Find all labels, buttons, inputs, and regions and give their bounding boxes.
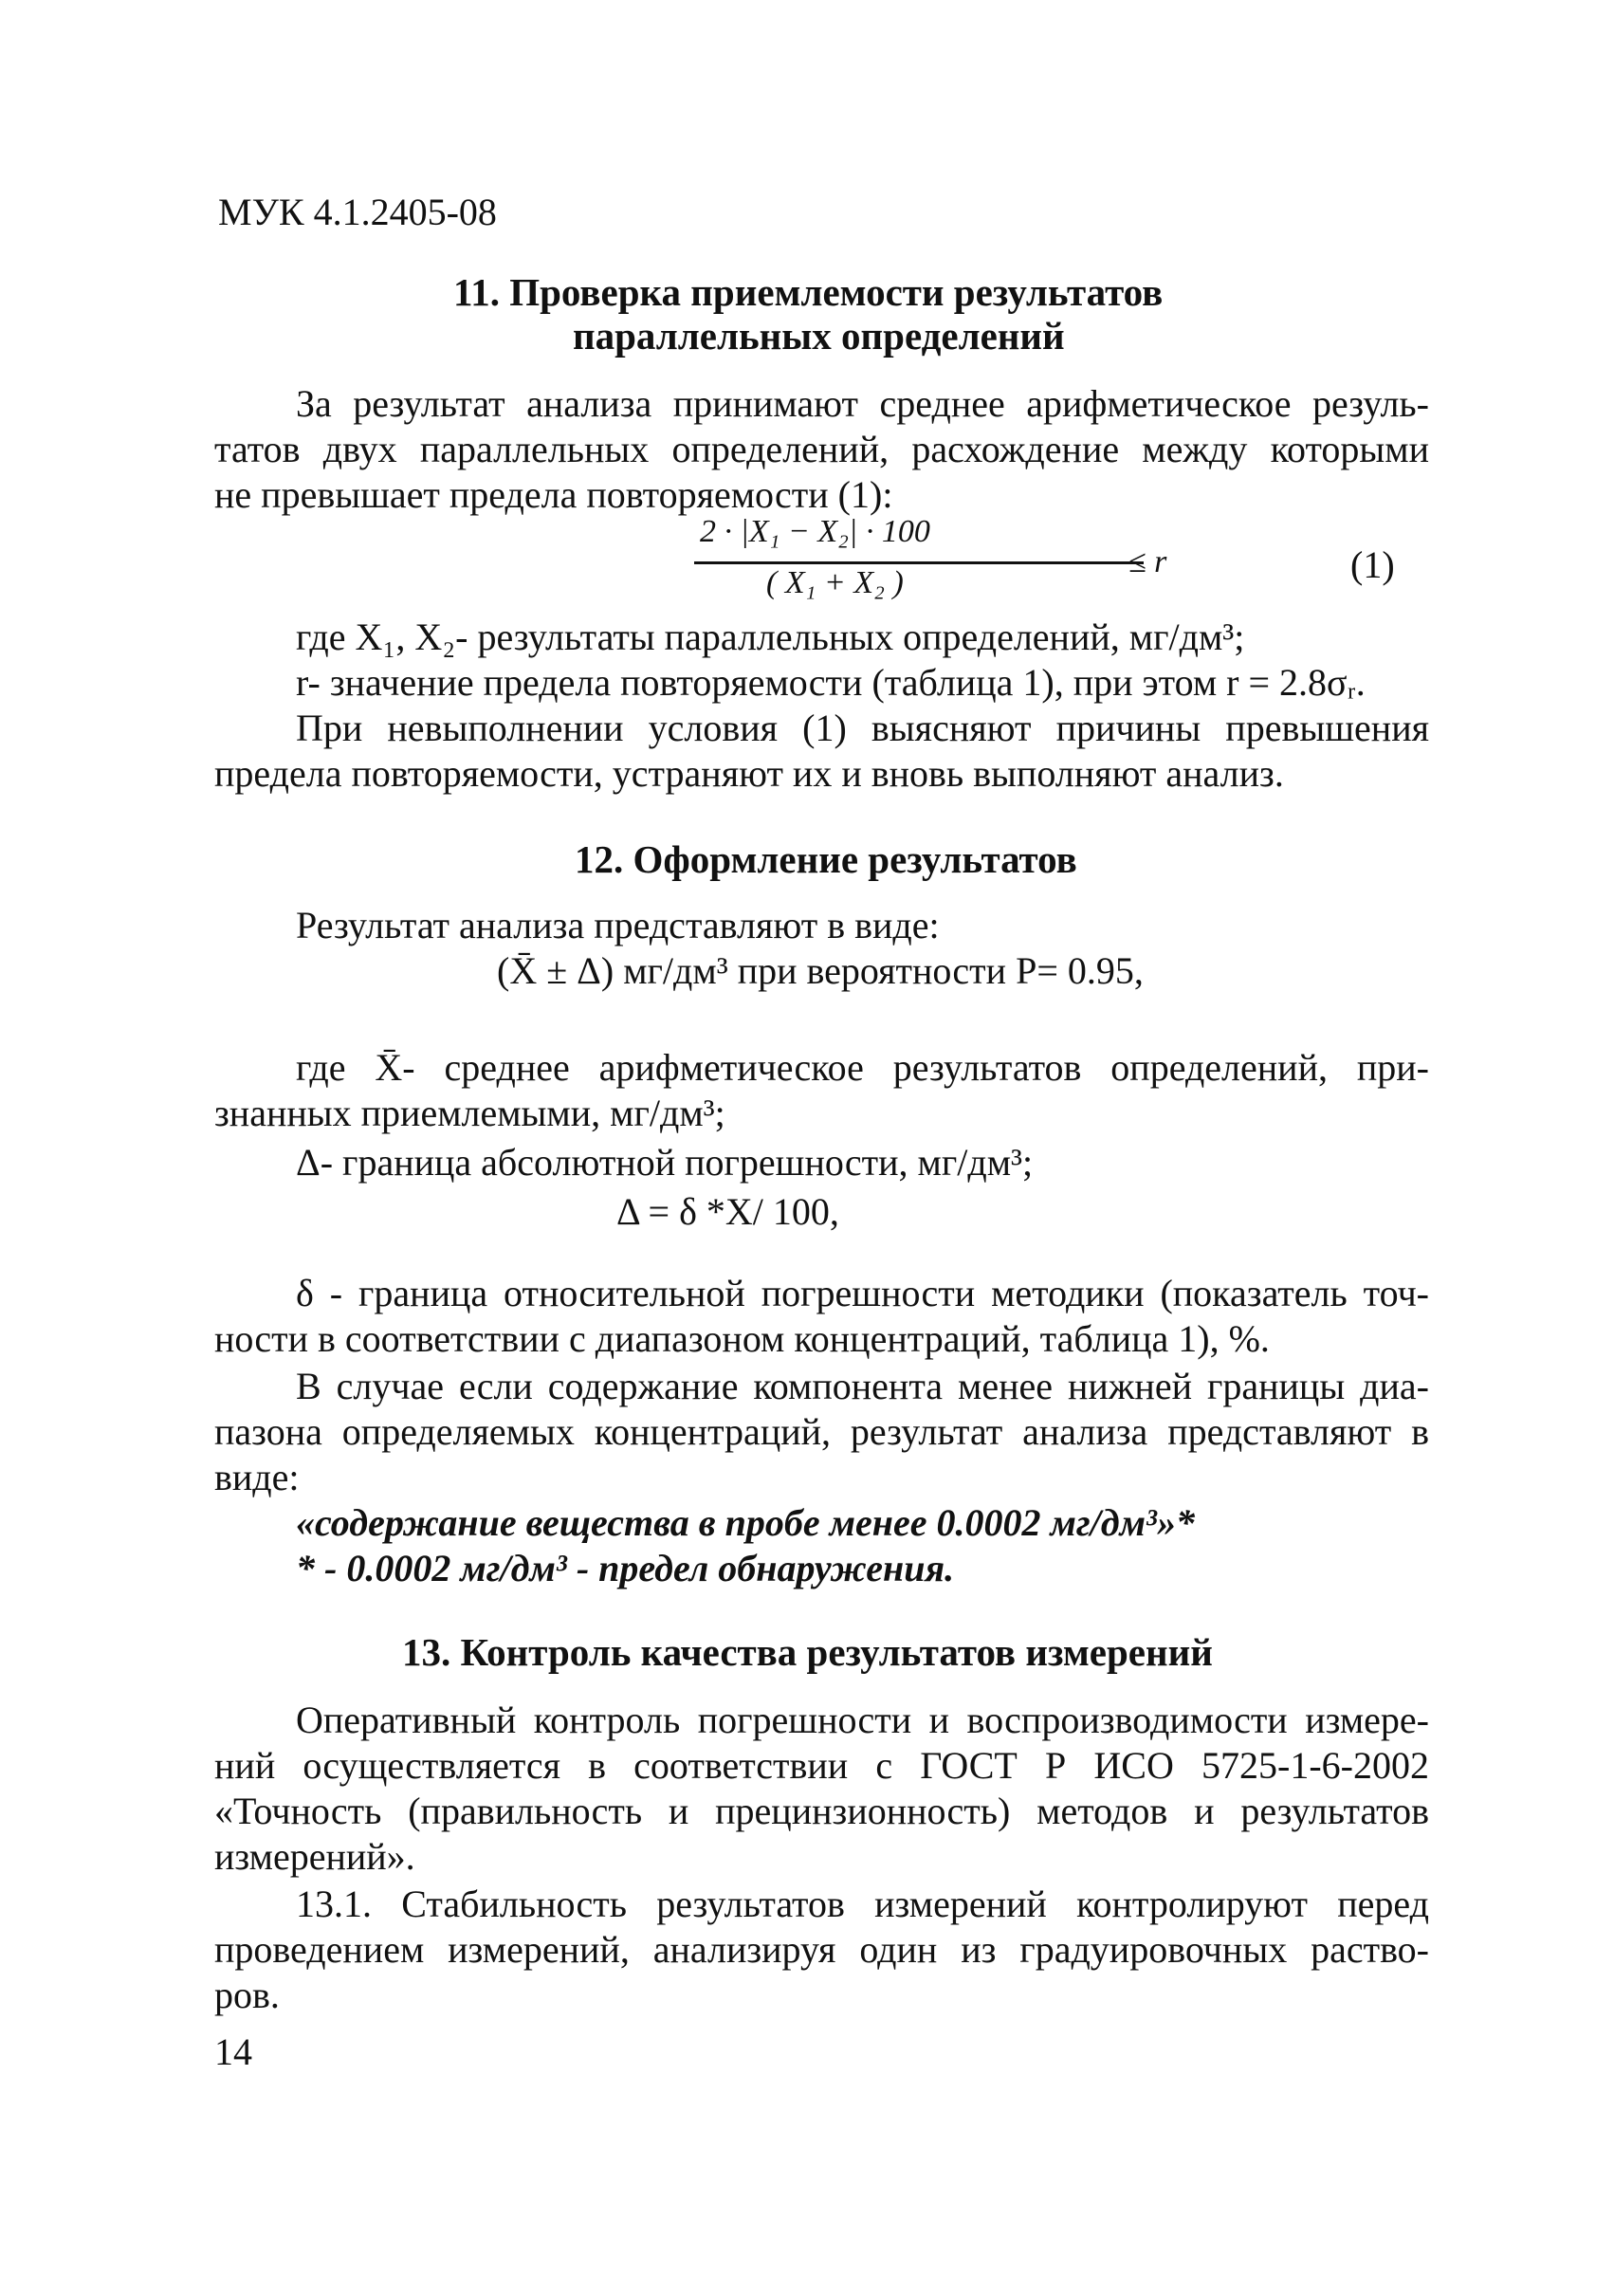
section-12-quote-line: «содержание вещества в пробе менее 0.0002 мг/дм³»* xyxy=(296,1501,1195,1544)
formula-fraction-bar xyxy=(694,561,1144,564)
doc-code-header: МУК 4.1.2405-08 xyxy=(218,191,497,233)
section-12-footnote-line: * - 0.0002 мг/дм³ - предел обнаружения. xyxy=(296,1547,955,1589)
section-13-para-1-line-4: измерений». xyxy=(214,1835,415,1878)
section-12-where-line-2: знанных приемлемыми, мг/дм³; xyxy=(214,1092,725,1134)
section-11-para-1-line-2: татов двух параллельных определений, расхождение между которыми xyxy=(214,428,1429,470)
formula-numerator: 2 · |X₁ − X₂| · 100 xyxy=(700,514,930,549)
section-11-para-2-line-1: При невыполнении условия (1) выясняют причины превышения xyxy=(296,707,1429,749)
section-12-result-line: Результат анализа представляют в виде: xyxy=(296,904,940,946)
formula-denominator: ( X₁ + X₂ ) xyxy=(766,565,904,600)
section-12-case-line-3: виде: xyxy=(214,1456,300,1498)
formula-relation: ≤ r xyxy=(1128,544,1167,579)
section-13-para-2-line-1: 13.1. Стабильность результатов измерений контролируют перед xyxy=(296,1883,1429,1925)
section-13-para-2-line-2: проведением измерений, анализируя один из градуировочных раство- xyxy=(214,1928,1429,1971)
section-12-case-line-1: В случае если содержание компонента менее нижней границы диа- xyxy=(296,1365,1429,1407)
formula-number: (1) xyxy=(1350,543,1395,586)
section-12-case-line-2: пазона определяемых концентраций, результат анализа представляют в xyxy=(214,1410,1429,1453)
section-12-delta-line: Δ- граница абсолютной погрешности, мг/дм³; xyxy=(296,1141,1034,1184)
section-12-where-line-1: где X̄- среднее арифметическое результатов определений, при- xyxy=(296,1046,1429,1089)
section-11-para-1-line-3: не превышает предела повторяемости (1): xyxy=(214,473,893,516)
section-13-title: 13. Контроль качества результатов измерений xyxy=(402,1630,1213,1674)
section-13-para-2-line-3: ров. xyxy=(214,1974,280,2016)
section-11-r-line: r- значение предела повторяемости (таблица 1), при этом r = 2.8σᵣ. xyxy=(296,661,1366,704)
section-11-title-line-1: 11. Проверка приемлемости результатов xyxy=(453,270,1164,314)
section-12-title: 12. Оформление результатов xyxy=(575,837,1077,881)
section-12-delta-formula: Δ = δ *X/ 100, xyxy=(616,1190,839,1233)
section-13-para-1-line-2: ний осуществляется в соответствии с ГОСТ Р ИСО 5725-1-6-2002 xyxy=(214,1744,1429,1787)
section-13-para-1-line-3: «Точность (правильность и прецинзионность) методов и результатов xyxy=(214,1790,1429,1832)
section-11-para-2-line-2: предела повторяемости, устраняют их и вновь выполняют анализ. xyxy=(214,752,1284,795)
section-12-result-formula: (X̄ ± Δ) мг/дм³ при вероятности Р= 0.95, xyxy=(497,949,1144,992)
section-13-para-1-line-1: Оперативный контроль погрешности и воспроизводимости измере- xyxy=(296,1699,1429,1741)
section-12-delta-def-line-2: ности в соответствии с диапазоном концентраций, таблица 1), %. xyxy=(214,1317,1270,1360)
page-number: 14 xyxy=(214,2030,252,2073)
section-11-para-1-line-1: За результат анализа принимают среднее арифметическое резуль- xyxy=(296,382,1429,425)
section-12-delta-def-line-1: δ - граница относительной погрешности методики (показатель точ- xyxy=(296,1272,1429,1314)
section-11-title-line-2: параллельных определений xyxy=(573,314,1065,358)
repeatability-formula xyxy=(673,512,1204,616)
section-11-where-line: где X₁, X₂- результаты параллельных определений, мг/дм³; xyxy=(296,615,1245,658)
